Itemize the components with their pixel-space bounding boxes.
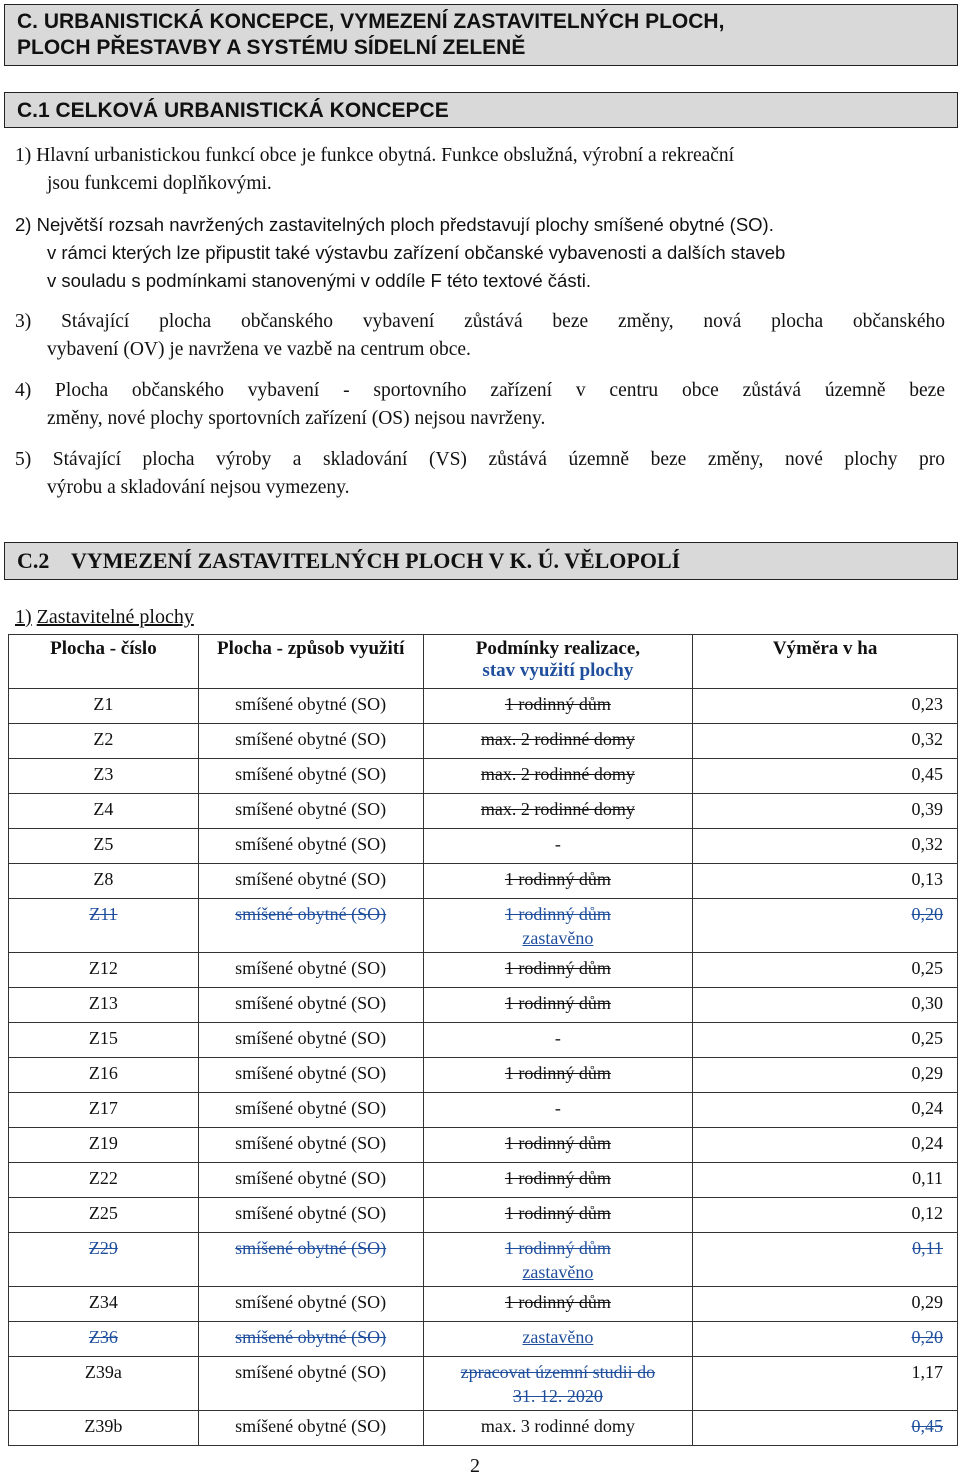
cell-id <box>9 1093 199 1128</box>
cell-use-text: smíšené obytné (SO) <box>235 1416 387 1436</box>
cell-id-text: Z39a <box>84 1362 122 1382</box>
table-row <box>9 794 958 829</box>
cell-id <box>9 1198 199 1233</box>
cell-cond <box>423 1411 693 1446</box>
cell-id-text: Z13 <box>88 993 118 1013</box>
table-row <box>9 864 958 899</box>
table-header-row <box>9 635 958 689</box>
paragraph-2-line2: v rámci kterých lze připustit také výstavbu zařízení občanské vybavenosti a dalších staveb <box>47 242 786 263</box>
paragraph-2-line1: 2) Největší rozsah navržených zastavitelných ploch představují plochy smíšené obytné (SO). <box>15 214 774 235</box>
cell-use-text: smíšené obytné (SO) <box>235 834 387 854</box>
cell-id <box>9 953 199 988</box>
table-row <box>9 1322 958 1357</box>
cell-cond-text: 1 rodinný dům <box>504 993 611 1013</box>
table-row <box>9 899 958 953</box>
cell-cond <box>423 988 693 1023</box>
table-row <box>9 1058 958 1093</box>
cell-area <box>693 953 958 988</box>
cell-use <box>198 1023 423 1058</box>
cell-area <box>693 1058 958 1093</box>
cell-area-text: 0,24 <box>911 1133 943 1153</box>
cell-cond-text: 1 rodinný dům <box>504 1238 611 1258</box>
header-area-use: Plocha - způsob využití <box>198 635 423 689</box>
cell-cond <box>423 1058 693 1093</box>
cell-use-text: smíšené obytné (SO) <box>235 1168 387 1188</box>
cell-cond <box>423 1198 693 1233</box>
cell-id <box>9 988 199 1023</box>
header-conditions <box>423 635 693 689</box>
cell-cond <box>423 689 693 724</box>
paragraph-5-line2: výrobu a skladování nejsou vymezeny. <box>47 477 350 498</box>
table-row <box>9 988 958 1023</box>
cell-use-text: smíšené obytné (SO) <box>235 1133 387 1153</box>
buildable-areas-table <box>8 634 958 1446</box>
cell-use-text: smíšené obytné (SO) <box>235 1063 387 1083</box>
cell-cond <box>423 1093 693 1128</box>
header-conditions-line2: stav využití plochy <box>482 660 634 681</box>
chapter-heading-line2: PLOCH PŘESTAVBY A SYSTÉMU SÍDELNÍ ZELENĚ <box>17 36 526 59</box>
cell-id-text: Z25 <box>88 1203 118 1223</box>
cell-id-text: Z2 <box>93 729 114 749</box>
header-acreage: Výměra v ha <box>693 635 958 689</box>
cell-area-text: 0,23 <box>911 694 943 714</box>
cell-cond <box>423 1023 693 1058</box>
cell-id-text: Z1 <box>93 694 114 714</box>
cell-cond-text: 1 rodinný dům <box>504 869 611 889</box>
cell-use-text: smíšené obytné (SO) <box>235 1327 387 1347</box>
cell-id-text: Z11 <box>89 904 118 924</box>
cell-cond-text: 1 rodinný dům <box>504 1292 611 1312</box>
cell-cond-text: 1 rodinný dům <box>504 1063 611 1083</box>
page-number: 2 <box>470 1455 480 1477</box>
table-row <box>9 724 958 759</box>
cell-area <box>693 724 958 759</box>
cell-use <box>198 1287 423 1322</box>
cell-id <box>9 899 199 953</box>
cell-use <box>198 759 423 794</box>
table-row <box>9 1233 958 1287</box>
cell-id-text: Z36 <box>88 1327 118 1347</box>
cell-id-text: Z5 <box>93 834 114 854</box>
cell-area-text: 0,32 <box>911 729 943 749</box>
cell-use <box>198 899 423 953</box>
cell-cond-text: max. 2 rodinné domy <box>480 764 635 784</box>
cell-use <box>198 1163 423 1198</box>
cell-use-text: smíšené obytné (SO) <box>235 1238 387 1258</box>
cell-use <box>198 689 423 724</box>
cell-cond <box>423 724 693 759</box>
paragraph-1-line2: jsou funkcemi doplňkovými. <box>47 173 272 194</box>
cell-id-text: Z8 <box>93 869 114 889</box>
cell-use-text: smíšené obytné (SO) <box>235 1362 387 1382</box>
table-row <box>9 1023 958 1058</box>
table-row <box>9 1128 958 1163</box>
cell-area-text: 0,24 <box>911 1098 943 1118</box>
cell-area-text: 0,29 <box>911 1063 943 1083</box>
paragraph-4-line1: 4) Plocha občanského vybavení - sportovního zařízení v centru obce zůstává územně beze <box>15 380 945 401</box>
header-conditions-line1: Podmínky realizace, <box>475 638 641 659</box>
cell-id-text: Z39b <box>84 1416 123 1436</box>
cell-use <box>198 1357 423 1411</box>
chapter-heading-line1: C. URBANISTICKÁ KONCEPCE, VYMEZENÍ ZASTAVITELNÝCH PLOCH, <box>17 10 725 33</box>
cell-use-text: smíšené obytné (SO) <box>235 694 387 714</box>
cell-use-text: smíšené obytné (SO) <box>235 1098 387 1118</box>
cell-id <box>9 1023 199 1058</box>
cell-use <box>198 1058 423 1093</box>
table-row <box>9 1411 958 1446</box>
cell-area-text: 1,17 <box>911 1362 943 1382</box>
cell-area <box>693 899 958 953</box>
cell-use <box>198 953 423 988</box>
cell-area <box>693 864 958 899</box>
cell-id <box>9 1233 199 1287</box>
cell-area <box>693 1411 958 1446</box>
cell-use <box>198 988 423 1023</box>
cell-id <box>9 794 199 829</box>
cell-cond <box>423 1128 693 1163</box>
cell-id <box>9 1357 199 1411</box>
cell-area-text: 0,11 <box>912 1238 943 1258</box>
cell-id-text: Z12 <box>88 958 118 978</box>
cell-area <box>693 794 958 829</box>
cell-area-text: 0,20 <box>911 1327 943 1347</box>
cell-id-text: Z17 <box>88 1098 118 1118</box>
cell-use <box>198 1233 423 1287</box>
table-row <box>9 1198 958 1233</box>
cell-cond-text: 1 rodinný dům <box>504 1168 611 1188</box>
paragraph-4 <box>15 377 945 433</box>
cell-area-text: 0,20 <box>911 904 943 924</box>
paragraph-2 <box>15 211 945 295</box>
cell-id <box>9 1411 199 1446</box>
table-row <box>9 1163 958 1198</box>
cell-id-text: Z22 <box>88 1168 118 1188</box>
cell-cond-text: zastavěno <box>522 1327 594 1347</box>
cell-area <box>693 1357 958 1411</box>
cell-area-text: 0,32 <box>911 834 943 854</box>
cell-use <box>198 1322 423 1357</box>
cell-id-text: Z29 <box>88 1238 118 1258</box>
cell-use <box>198 724 423 759</box>
table-row <box>9 1093 958 1128</box>
cell-use-text: smíšené obytné (SO) <box>235 993 387 1013</box>
cell-id <box>9 1128 199 1163</box>
cell-cond-text: max. 3 rodinné domy <box>480 1416 635 1436</box>
cell-cond-text: - <box>554 834 561 854</box>
cell-id-text: Z4 <box>93 799 114 819</box>
cell-cond <box>423 1357 693 1411</box>
cell-cond <box>423 759 693 794</box>
cell-id <box>9 724 199 759</box>
section-heading-c2 <box>4 542 958 580</box>
cell-use <box>198 1411 423 1446</box>
table-row <box>9 689 958 724</box>
paragraph-1 <box>15 142 945 198</box>
cell-cond <box>423 794 693 829</box>
paragraph-5-line1: 5) Stávající plocha výroby a skladování (VS) zůstává územně beze změny, nové plochy pro <box>15 449 945 470</box>
cell-cond <box>423 953 693 988</box>
cell-use <box>198 794 423 829</box>
cell-use-text: smíšené obytné (SO) <box>235 1292 387 1312</box>
table-row <box>9 1357 958 1411</box>
paragraph-2-line3: v souladu s podmínkami stanovenými v oddíle F této textové části. <box>47 270 591 291</box>
section-heading-c2-text: VYMEZENÍ ZASTAVITELNÝCH PLOCH V K. Ú. VĚLOPOLÍ <box>71 548 681 573</box>
table-row <box>9 759 958 794</box>
cell-use-text: smíšené obytné (SO) <box>235 958 387 978</box>
cell-use-text: smíšené obytné (SO) <box>235 869 387 889</box>
cell-use <box>198 829 423 864</box>
cell-cond <box>423 864 693 899</box>
cell-cond-text: max. 2 rodinné domy <box>480 799 635 819</box>
cell-area-text: 0,13 <box>911 869 943 889</box>
cell-cond-text: 1 rodinný dům <box>504 1133 611 1153</box>
cell-cond2-text: 31. 12. 2020 <box>512 1386 603 1406</box>
cell-cond <box>423 1322 693 1357</box>
cell-cond2-text: zastavěno <box>522 928 594 948</box>
cell-use <box>198 1198 423 1233</box>
paragraph-3-line2: vybavení (OV) je navržena ve vazbě na centrum obce. <box>47 339 471 360</box>
subsection-text: Zastavitelné plochy <box>36 606 194 628</box>
cell-use-text: smíšené obytné (SO) <box>235 1203 387 1223</box>
table-row <box>9 953 958 988</box>
paragraph-3 <box>15 308 945 364</box>
cell-cond <box>423 1287 693 1322</box>
paragraph-1-line1: 1) Hlavní urbanistickou funkcí obce je funkce obytná. Funkce obslužná, výrobní a rekreační <box>15 145 735 166</box>
cell-area <box>693 1163 958 1198</box>
cell-cond-text: 1 rodinný dům <box>504 904 611 924</box>
cell-area-text: 0,11 <box>912 1168 943 1188</box>
cell-cond <box>423 899 693 953</box>
cell-area <box>693 1128 958 1163</box>
cell-area <box>693 1198 958 1233</box>
cell-cond-text: zpracovat územní studii do <box>460 1362 656 1382</box>
cell-cond-text: max. 2 rodinné domy <box>480 729 635 749</box>
cell-id <box>9 1163 199 1198</box>
cell-use <box>198 1093 423 1128</box>
cell-id <box>9 829 199 864</box>
cell-area-text: 0,45 <box>911 1416 943 1436</box>
cell-cond2-text: zastavěno <box>522 1262 594 1282</box>
cell-area <box>693 689 958 724</box>
cell-id-text: Z15 <box>88 1028 118 1048</box>
cell-cond <box>423 1233 693 1287</box>
subsection-number: 1) <box>15 606 32 628</box>
cell-use <box>198 1128 423 1163</box>
cell-area <box>693 1233 958 1287</box>
paragraph-3-line1: 3) Stávající plocha občanského vybavení zůstává beze změny, nová plocha občanského <box>15 311 945 332</box>
cell-area-text: 0,25 <box>911 1028 943 1048</box>
cell-area-text: 0,30 <box>911 993 943 1013</box>
cell-id-text: Z19 <box>88 1133 118 1153</box>
cell-cond-text: 1 rodinný dům <box>504 958 611 978</box>
cell-cond-text: - <box>554 1098 561 1118</box>
table-row <box>9 829 958 864</box>
cell-id-text: Z16 <box>88 1063 118 1083</box>
cell-use-text: smíšené obytné (SO) <box>235 799 387 819</box>
cell-use-text: smíšené obytné (SO) <box>235 729 387 749</box>
cell-area-text: 0,25 <box>911 958 943 978</box>
section-heading-c1 <box>4 92 958 128</box>
cell-area <box>693 1287 958 1322</box>
cell-area <box>693 829 958 864</box>
cell-area-text: 0,39 <box>911 799 943 819</box>
cell-cond <box>423 1163 693 1198</box>
cell-area-text: 0,29 <box>911 1292 943 1312</box>
cell-id <box>9 759 199 794</box>
cell-use-text: smíšené obytné (SO) <box>235 904 387 924</box>
cell-area <box>693 1023 958 1058</box>
cell-area-text: 0,12 <box>911 1203 943 1223</box>
cell-area <box>693 1093 958 1128</box>
cell-id <box>9 1322 199 1357</box>
cell-cond-text: 1 rodinný dům <box>504 694 611 714</box>
header-area-number: Plocha - číslo <box>9 635 199 689</box>
paragraph-5 <box>15 446 945 502</box>
cell-id <box>9 689 199 724</box>
cell-id <box>9 1058 199 1093</box>
cell-cond-text: - <box>554 1028 561 1048</box>
cell-id-text: Z3 <box>93 764 114 784</box>
cell-use-text: smíšené obytné (SO) <box>235 1028 387 1048</box>
cell-area-text: 0,45 <box>911 764 943 784</box>
cell-area <box>693 1322 958 1357</box>
cell-id <box>9 1287 199 1322</box>
cell-use <box>198 864 423 899</box>
section-heading-c1-text: C.1 CELKOVÁ URBANISTICKÁ KONCEPCE <box>17 99 449 122</box>
cell-cond-text: 1 rodinný dům <box>504 1203 611 1223</box>
cell-cond <box>423 829 693 864</box>
section-heading-c2-number: C.2 <box>17 548 50 573</box>
cell-area <box>693 988 958 1023</box>
chapter-heading <box>4 4 958 66</box>
paragraph-4-line2: změny, nové plochy sportovních zařízení (OS) nejsou navrženy. <box>47 408 546 429</box>
cell-id <box>9 864 199 899</box>
cell-area <box>693 759 958 794</box>
table-row <box>9 1287 958 1322</box>
subsection-title <box>15 606 194 629</box>
cell-use-text: smíšené obytné (SO) <box>235 764 387 784</box>
cell-id-text: Z34 <box>88 1292 118 1312</box>
